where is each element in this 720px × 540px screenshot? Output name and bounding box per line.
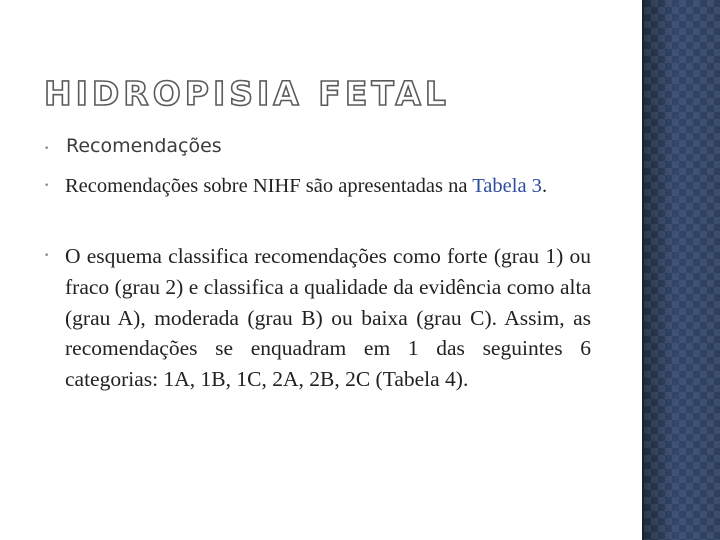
bullet-text: Recomendações sobre NIHF são apresentadas na — [65, 175, 473, 197]
bullet-marker: • — [44, 181, 50, 191]
bullet-recomendacoes-text — [65, 172, 591, 201]
bullet-esquema-text: O esquema classifica recomendações como forte (grau 1) ou fraco (grau 2) e classifica a qualidade da evidência como alta (grau A), moderada (grau B) ou baixa (grau C). Assim, as recomendações se enquadram em 1 das seguintes 6 categorias: 1A, 1B, 1C, 2A, 2B, 2C (Tabela 4). — [65, 244, 591, 392]
bullet-recomendacoes-heading: Recomendações — [66, 135, 222, 157]
decorative-sidebar — [642, 0, 720, 540]
bullet-marker: • — [44, 251, 50, 261]
slide-title: HIDROPISIA FETAL — [44, 74, 450, 113]
bullet-text-end: . — [541, 175, 548, 197]
tabela-3-link[interactable]: Tabela 3 — [472, 175, 542, 197]
bullet-marker: • — [44, 144, 50, 154]
